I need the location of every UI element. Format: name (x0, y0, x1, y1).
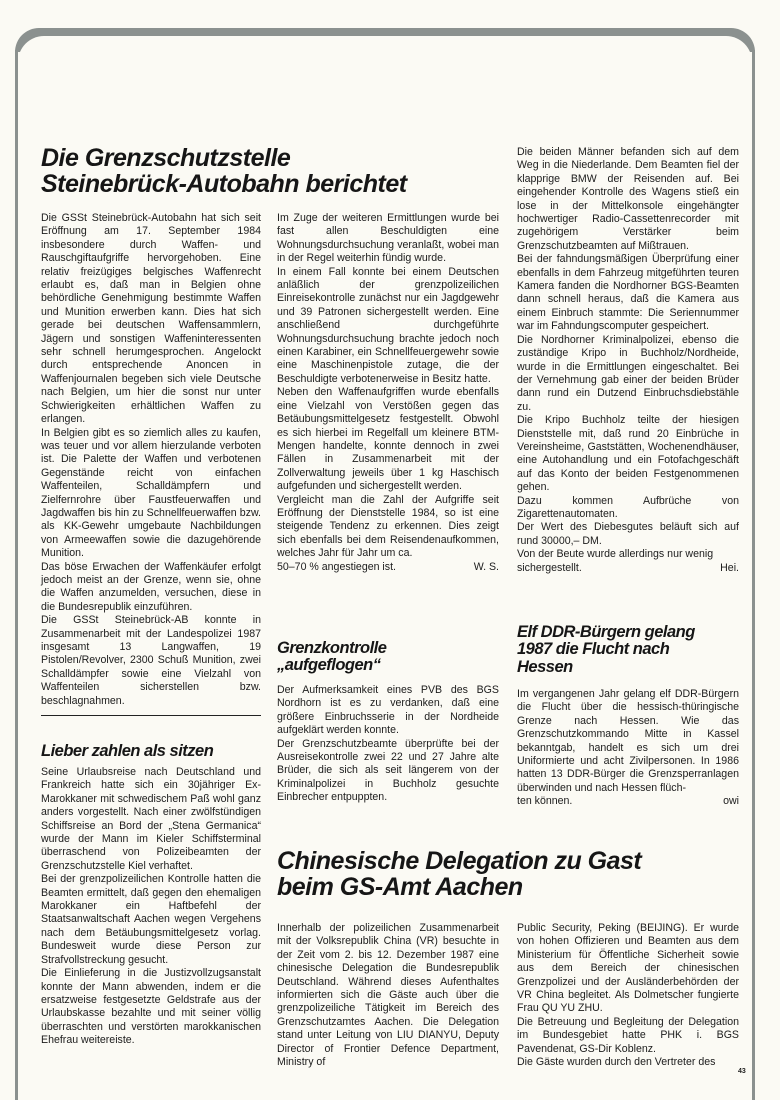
section-divider (41, 715, 261, 716)
paragraph: Neben den Waffenaufgriffen wurde ebenfalls eine Vielzahl von Verstößen gegen das Betäubungsmittelgesetz festgestellt. Obwohl es sich hierbei im Regelfall um kleinere BTM-Mengen handelte, konnte dennoch in zwei Fällen in Zusammenarbeit mit der Zollverwaltung jeweils über 1 kg Haschisch aufgefunden und sichergestellt werden. (277, 386, 499, 493)
article-china-column-2 (277, 922, 499, 1069)
article-ddr-body (517, 688, 739, 809)
paragraph: Bei der grenzpolizeilichen Kontrolle hatten die Beamten ermittelt, daß gegen den ehemaligen Marokkaner ein Haftbefehl der Staatsanwaltschaft Aachen wegen Vergehens nach dem Betäubungsmittelgesetz vorlag. Bundesweit wurde diese Person zur Strafvollstreckung gesucht. (41, 873, 261, 966)
title-line: Elf DDR-Bürgern gelang (517, 623, 695, 641)
author-signature: owi (723, 795, 739, 808)
article-lieber-body (41, 766, 261, 1048)
paragraph: Die beiden Männer befanden sich auf dem Weg in die Niederlande. Dem Beamten fiel der klapprige BMW der Reisenden auf. Bei eingehender Kontrolle des Wagens stieß ein lose in der Mittelkonsole eingehängter hochwertiger Radio-Cassettenrecorder mit zugehörigem Verstärker beim Grenzschutzbeamten auf Mißtrauen. (517, 146, 739, 252)
title-line: Grenzkontrolle (277, 639, 387, 657)
paragraph: Die Betreuung und Begleitung der Delegation im Bundesgebiet hatte PHK i. BGS Pavendenat, GS-Dir Koblenz. (517, 1015, 739, 1055)
main-article-column-2 (277, 212, 499, 574)
article-grenzkontrolle-column-3 (517, 146, 739, 575)
page-frame-inner (18, 36, 752, 76)
page-frame-right-border (752, 50, 755, 1100)
article-grenzkontrolle-title (277, 640, 497, 675)
paragraph: Der Wert des Diebesgutes beläuft sich auf rund 30000,– DM. (517, 521, 739, 547)
paragraph: Der Grenzschutzbeamte überprüfte bei der Ausreisekontrolle zwei 22 und 27 Jahre alte Brüder, die sich als seit längerem von der Kriminalpolizei in Buchholz gesuchte Einbrecher entpuppten. (277, 737, 499, 804)
author-signature: W. S. (473, 560, 499, 573)
article-ddr-title (517, 624, 742, 676)
paragraph: Die Nordhorner Kriminalpolizei, ebenso die zuständige Kripo in Buchholz/Nordheide, wurde in die Ermittlungen eingeschaltet. Bei der Vernehmung gab einer der beiden Brüder dann rund ein Dutzend Einbruchsdiebstähle zu. (517, 333, 739, 413)
main-article-column-1 (41, 212, 261, 708)
page-number: 43 (738, 1068, 746, 1075)
article-china-column-3 (517, 922, 739, 1069)
page-frame-left-border (15, 50, 18, 1100)
paragraph: Die Gäste wurden durch den Vertreter des (517, 1056, 716, 1069)
paragraph: Dazu kommen Aufbrüche von Zigarettenautomaten. (517, 494, 739, 520)
title-line: „aufgeflogen“ (277, 656, 381, 675)
paragraph: Bei der fahndungsmäßigen Überprüfung einer ebenfalls in dem Fahrzeug mitgeführten teuren Kamera fanden die Nordhorner BGS-Beamten dann schnell heraus, daß die Kamera aus einem Einbruch stammte: Die Seriennummer war im Fahndungscomputer gespeichert. (517, 253, 739, 333)
signature-line (277, 561, 499, 574)
paragraph: Die GSSt Steinebrück-Autobahn hat sich seit Eröffnung am 17. September 1984 insbesondere durch Waffen- und Rauschgiftaufgriffe hervorgehoben. Eine relativ freizügiges belgisches Waffenrecht erlaubt es, daß man in Belgien ohne behördliche Genehmigung bestimmte Waffen und Munition erwerben kann. Dies hat sich gerade bei deutschen Waffensammlern, Jägern und sonstigen Waffeninteressenten sehr schnell herumgesprochen. Angelockt durch entsprechende Anoncen in Waffenjournalen begeben sich viele Deutsche nach Belgien, um hier die sonst nur unter Schwierigkeiten erhältlichen Waffen zu erlangen. (41, 212, 261, 426)
paragraph: Die Kripo Buchholz teilte der hiesigen Dienststelle mit, daß rund 20 Einbrüche in Vereinsheime, Gaststätten, Wochenendhäuser, eine Autohandlung und ein Fotofachgeschäft auf das Konto der beiden Festgenommenen gehen. (517, 414, 739, 494)
paragraph: Die GSSt Steinebrück-AB konnte in Zusammenarbeit mit der Landespolizei 1987 insgesamt 13 Langwaffen, 19 Pistolen/Revolver, 2300 Schuß Munition, zwei Schalldämpfer sowie eine Vielzahl von Waffenteilen sicherstellen bzw. beschlagnahmen. (41, 614, 261, 707)
main-article-title (41, 145, 511, 198)
author-signature: Hei. (720, 561, 739, 574)
paragraph: Von der Beute wurde allerdings nur wenig (517, 548, 714, 561)
paragraph: Public Security, Peking (BEIJING). Er wurde von hohen Offizieren und Beamten aus dem Ministerium für Öffentliche Sicherheit sowie aus dem Bereich der chinesischen Grenzpolizei und der Ausländerbehörden der VR China begleitet. Als Dolmetscher fungierte Frau QU YU ZHU. (517, 922, 739, 1015)
article-grenzkontrolle-body (277, 684, 499, 805)
paragraph: Innerhalb der polizeilichen Zusammenarbeit mit der Volksrepublik China (VR) besuchte in der Zeit vom 2. bis 12. Dezember 1987 eine chinesische Delegation die Bundesrepublik Deutschland. Während dieses Aufenthaltes informierten sich die Gäste auch über die grenzpolizeiliche Tätigkeit im Bereich des Grenzschutzamtes Aachen. Die Delegation stand unter Leitung von LIU DIANYU, Deputy Director of Frontier Defence Department, Ministry of (277, 922, 499, 1069)
article-lieber-title: Lieber zahlen als sitzen (41, 742, 214, 760)
title-line: beim GS-Amt Aachen (277, 873, 523, 902)
paragraph: Der Aufmerksamkeit eines PVB des BGS Nordhorn ist es zu verdanken, daß eine größere Einbruchsserie in der Nordheide aufgeklärt werden konnte. (277, 684, 499, 737)
title-line: Hessen (517, 657, 573, 676)
last-line: 50–70 % angestiegen ist. (277, 560, 396, 573)
title-line: Chinesische Delegation zu Gast (277, 847, 642, 875)
title-line: 1987 die Flucht nach (517, 640, 670, 659)
last-line: ten können. (517, 795, 573, 808)
paragraph: In Belgien gibt es so ziemlich alles zu kaufen, was teuer und vor allem hierzulande verboten ist. Die Palette der Waffen und verbotenen Gegenstände reicht von einfachen Waffenteilen, Schalldämpfern und Zielfernrohre über Faustfeuerwaffen und Jagdwaffen bis hin zu Schnellfeuerwaffen bzw. als KK-Gewehr umgebaute Nachbildungen von Armeewaffen sowie die dazugehörende Munition. (41, 426, 261, 560)
paragraph: Im vergangenen Jahr gelang elf DDR-Bürgern die Flucht über die hessisch-thüringische Grenze nach Hessen. Wie das Grenzschutzkommando Mitte in Kassel bekanntgab, handelt es sich um drei Uniformierte und acht Zivilpersonen. In 1986 hatten 13 DDR-Bürger die Grenzsperranlagen überwinden und nach Hessen flüch- (517, 688, 739, 794)
paragraph: Im Zuge der weiteren Ermittlungen wurde bei fast allen Beschuldigten eine Wohnungsdurchsuchung veranlaßt, wobei man in der Regel weiterhin fündig wurde. (277, 212, 499, 265)
paragraph: Die Einlieferung in die Justizvollzugsanstalt konnte der Mann abwenden, indem er die ersatzweise festgesetzte Geldstrafe aus der Urlaubskasse bezahlte und mit seiner völlig überraschten und verstörten marokkanischen Ehefrau weitereiste. (41, 967, 261, 1047)
paragraph: Vergleicht man die Zahl der Aufgriffe seit Eröffnung der Dienststelle 1984, so ist eine steigende Tendenz zu erkennen. Dies zeigt sich ebenfalls bei dem Reisendenaufkommen, welches Jahr für Jahr um ca. (277, 493, 499, 560)
paragraph: In einem Fall konnte bei einem Deutschen anläßlich der grenzpolizeilichen Einreisekontrolle zunächst nur ein Jagdgewehr und 39 Patronen sichergestellt werden. Eine anschließend durchgeführte Wohnungsdurchsuchung brachte jedoch noch einen Karabiner, ein Schnellfeuergewehr sowie eine Maschinenpistole zutage, die der Beschuldigte verbotenerweise in Besitz hatte. (277, 265, 499, 385)
article-china-title (277, 848, 747, 901)
last-line: sichergestellt. (517, 561, 582, 574)
main-title-line2: Steinebrück-Autobahn berichtet (41, 170, 407, 199)
paragraph: Seine Urlaubsreise nach Deutschland und Frankreich hatte sich ein 30jähriger Ex-Marokkaner mit schwedischem Paß wohl ganz anders vorgestellt. Nach einer zwölfstündigen Schiffsreise an Bord der „Stena Germanica“ wurde der Mann im Kieler Schiffsterminal überraschend von Polizeibeamten der Grenzschutzstelle Kiel verhaftet. (41, 766, 261, 872)
main-title-line1: Die Grenzschutzstelle (41, 144, 291, 172)
signature-line (517, 795, 739, 808)
signature-line (517, 562, 739, 575)
paragraph: Das böse Erwachen der Waffenkäufer erfolgt jedoch meist an der Grenze, wenn sie, ohne die Waffen anzumelden, versuchen, diese in die Bundesrepublik einzuführen. (41, 560, 261, 613)
